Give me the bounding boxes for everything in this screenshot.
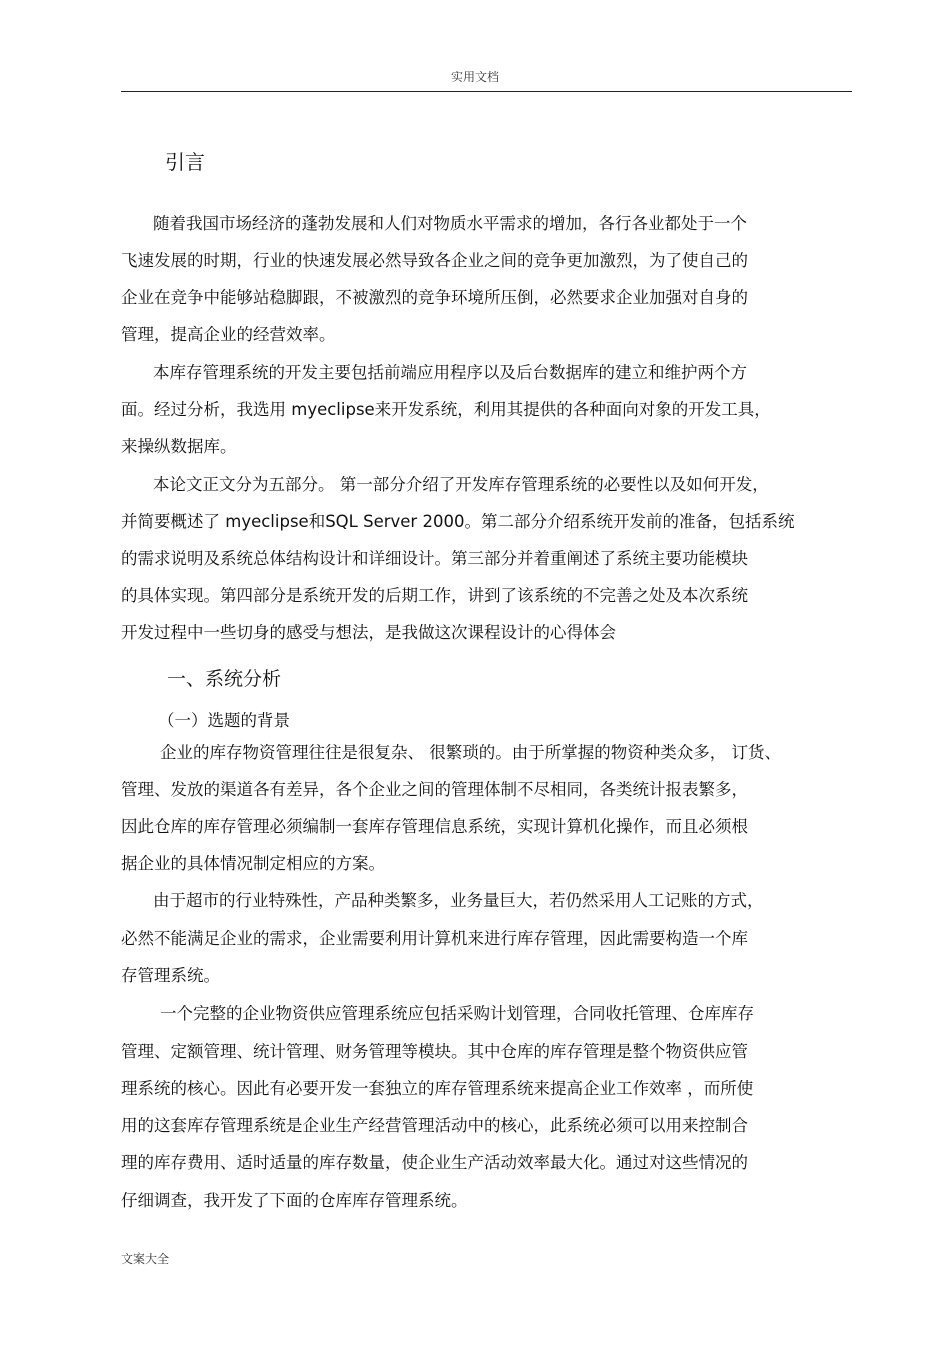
paragraph-line: 因此仓库的库存管理必须编制一套库存管理信息系统，实现计算机化操作，而且必须根	[121, 817, 748, 836]
paragraph-line: 企业的库存物资管理往往是很复杂、 很繁琐的。由于所掌握的物资种类众多， 订货、	[160, 743, 781, 762]
paragraph-line: 用的这套库存管理系统是企业生产经营管理活动中的核心，此系统必须可以用来控制合	[121, 1116, 748, 1135]
paragraph-line: 由于超市的行业特殊性，产品种类繁多，业务量巨大，若仍然采用人工记账的方式，	[153, 891, 764, 910]
paragraph-line: 仔细调查，我开发了下面的仓库库存管理系统。	[121, 1191, 468, 1210]
page-header: 实用文档	[450, 70, 499, 84]
paragraph-line: 理系统的核心。因此有必要开发一套独立的库存管理系统来提高企业工作效率 ，而所使	[121, 1079, 754, 1098]
paragraph-line: 据企业的具体情况制定相应的方案。	[121, 854, 385, 873]
page-footer: 文案大全	[121, 1252, 170, 1266]
intro-title: 引言	[165, 150, 205, 174]
paragraph-line: 必然不能满足企业的需求，企业需要利用计算机来进行库存管理，因此需要构造一个库	[121, 929, 748, 948]
paragraph-line: 随着我国市场经济的蓬勃发展和人们对物质水平需求的增加，各行各业都处于一个	[153, 214, 747, 233]
paragraph-line: 本库存管理系统的开发主要包括前端应用程序以及后台数据库的建立和维护两个方	[153, 363, 747, 382]
paragraph-line: 并简要概述了 myeclipse和SQL Server 2000。第二部分介绍系统开发前的准备，包括系统	[121, 512, 795, 531]
section-title: 一、系统分析	[167, 668, 282, 690]
paragraph-line: 一个完整的企业物资供应管理系统应包括采购计划管理，合同收托管理、仓库库存	[160, 1004, 754, 1023]
paragraph-line: 面。经过分析，我选用 myeclipse来开发系统，利用其提供的各种面向对象的开发工具，	[121, 400, 771, 419]
paragraph-line: 开发过程中一些切身的感受与想法，是我做这次课程设计的心得体会	[121, 623, 616, 642]
paragraph-line: 企业在竞争中能够站稳脚跟，不被激烈的竞争环境所压倒，必然要求企业加强对自身的	[121, 288, 748, 307]
paragraph-line: 管理，提高企业的经营效率。	[121, 325, 336, 344]
subsection-title: （一）选题的背景	[158, 711, 290, 730]
header-divider	[121, 91, 852, 92]
paragraph-line: 来操纵数据库。	[121, 437, 237, 456]
paragraph-line: 飞速发展的时期，行业的快速发展必然导致各企业之间的竞争更加激烈，为了使自己的	[121, 251, 748, 270]
paragraph-line: 本论文正文分为五部分。 第一部分介绍了开发库存管理系统的必要性以及如何开发，	[153, 475, 769, 494]
paragraph-line: 管理、定额管理、统计管理、财务管理等模块。其中仓库的库存管理是整个物资供应管	[121, 1042, 748, 1061]
paragraph-line: 的需求说明及系统总体结构设计和详细设计。第三部分并着重阐述了系统主要功能模块	[121, 549, 748, 568]
paragraph-line: 管理、发放的渠道各有差异，各个企业之间的管理体制不尽相同，各类统计报表繁多，	[121, 780, 748, 799]
paragraph-line: 的具体实现。第四部分是系统开发的后期工作，讲到了该系统的不完善之处及本次系统	[121, 586, 748, 605]
paragraph-line: 存管理系统。	[121, 966, 220, 985]
paragraph-line: 理的库存费用、适时适量的库存数量，使企业生产活动效率最大化。通过对这些情况的	[121, 1153, 748, 1172]
